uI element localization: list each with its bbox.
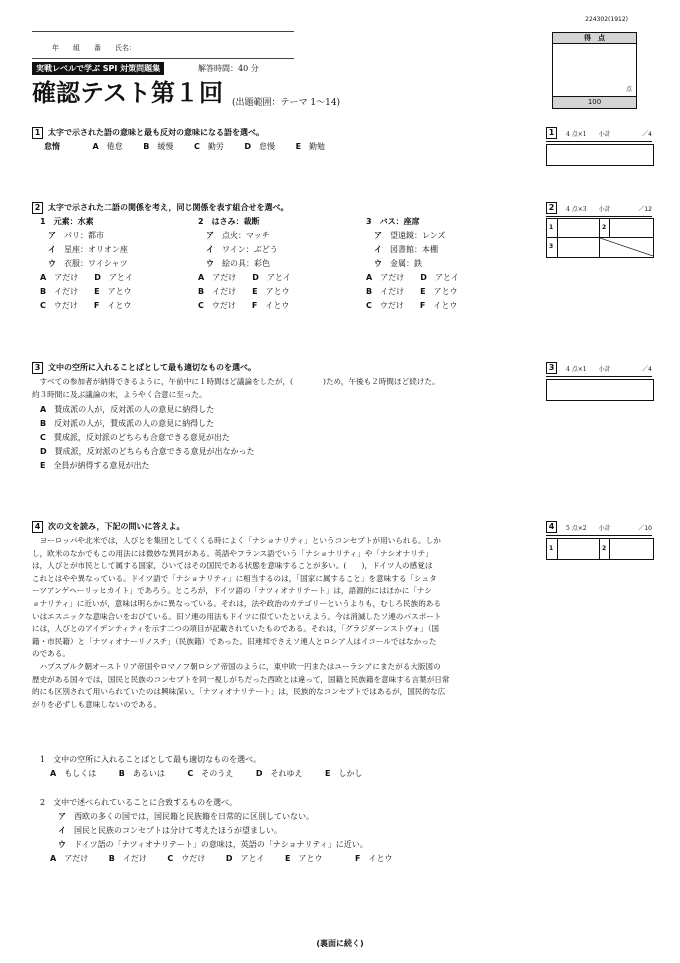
q2-choice-3-row-1[interactable]: A アだけ D アとイ: [366, 273, 459, 282]
q1-options: [44, 141, 325, 152]
q3-options: [40, 403, 255, 473]
time-label: 解答時間：40 分: [198, 64, 259, 73]
q2-cell-label-3: 3: [549, 243, 554, 250]
q4-number: 4: [32, 521, 43, 533]
series-label: 実戦レベルで学ぶ SPI 対策問題集: [32, 62, 164, 75]
q2-choice-1-row-1[interactable]: A アだけ D アとイ: [40, 273, 133, 282]
q2-cell-label-1: 1: [549, 224, 554, 231]
q4-sub2-choice-b[interactable]: B イだけ: [108, 854, 147, 863]
q4-sub2-choice-d[interactable]: D アとイ: [225, 854, 265, 863]
q2-column-3: 3 バス：座席 ア 望遠鏡：レンズ イ 図書館：本棚 ウ 金属：鉄 A アだけ D アとイ B イだけ E アとウ C ウだけ F イとウ: [366, 215, 459, 313]
q1-option-b[interactable]: B 緩慢: [143, 142, 174, 151]
header-rule: [32, 31, 294, 32]
q4-sub1-label: 1 文中の空所に入れることばとして最も適切なものを選べ。: [40, 755, 262, 764]
q1-number: 1: [32, 127, 43, 139]
q2-choice-2-row-3[interactable]: C ウだけ F イとウ: [198, 301, 290, 310]
q4-cell-label-1: 1: [549, 545, 554, 552]
q4-sub1-option-c[interactable]: C そのうえ: [187, 769, 234, 778]
score-max: 100: [553, 96, 636, 108]
q1-option-e[interactable]: E 勤勉: [295, 142, 326, 151]
q2-cell-label-2: 2: [602, 224, 607, 231]
q4-sub2-label: 2 文中で述べられていることに合致するものを選べ。: [40, 798, 238, 807]
q2-instruction: 2 太字で示された二語の関係を考え，同じ関係を表す組合せを選べ。: [32, 202, 288, 214]
score-box: [552, 32, 637, 109]
q3-passage: すべての参加者が納得できるように，午前中に１時間ほど議論をしたが，( )ため，午後も２時間ほど続けた。 約３時間に及ぶ議論の末，ようやく合意に至った。: [32, 377, 440, 399]
q4-passage: ヨーロッパや北米では，人びとを集団としてくくる時によく「ナショナリティ」というコンセプトが用いられる。しか し，欧米のなかでもこの用法には微妙な異同がある。英語やフランス語でいう「ナショナリティ」や「ナシオナリテ」 は，人びとが市民として属する国家，ひいてはその国民である状態を意味することが多い。( )，ドイツ人の感覚は これとはやや異なっている。ドイツ語で「ナショナリティ」に相当するのは，「国家に属すること」を意味する「シュタ ーツアンゲヘーリッヒカイト」であろう。ところが，ドイツ語の「ナツィオナリテート」は，語源的にはほかに「ナシ ョナリティ」に近いが，意味は明らかに異なっている。それは，法や政治のカテゴリーというよりも，むしろ民族的ある いはエスニックな意味合いをおびている。旧ソ連の用法もドイツに似ていたといえよう。今は消滅したソ連のパスポート には，人びとのアイデンティティを示す二つの項目が記載されていたものである。それは，「グラジダーンストヴォ」（国 籍・市民籍）と「ナツィオナーリノスチ」（民族籍）であった。旧連邦でさえソ連人とロシア人はイコールではなかった のである。 ハプスブルク朝オーストリア帝国やロマノフ朝ロシア帝国のように，東中欧一円またはユーラシアにまたがる大版図の 歴史がある国々では，国民と民族のコンセプトを同一視しがちだった西欧とは違って，国籍と民族籍を意味する言葉が日常 的にも区別されて用いられていたのは興味深い。「ナツィオナリテート」は，民族的なコンセプトではあるが，国民的な広 がりを必ずしも意味しないのである。: [32, 536, 450, 709]
score-unit: 点: [625, 86, 632, 93]
q2-choice-2-row-1[interactable]: A アだけ D アとイ: [198, 273, 291, 282]
q4-instruction: 4 次の文を読み，下記の問いに答えよ。: [32, 521, 184, 533]
q2-column-2: 2 はさみ：裁断 ア 点火：マッチ イ ワイン：ぶどう ウ 絵の具：彩色 A アだけ D アとイ B イだけ E アとウ C ウだけ F イとウ: [198, 215, 291, 313]
q3-score-header: 3 4 点×1 小計 ／4: [546, 362, 652, 377]
q3-option-d[interactable]: D 賛成派，反対派のどちらも合意できる意見が出なかった: [40, 447, 255, 456]
q4-sub2-choice-f[interactable]: F イとウ: [355, 854, 393, 863]
q3-answer-box[interactable]: [546, 379, 654, 401]
q4-sub1-option-b[interactable]: B あるいは: [118, 769, 165, 778]
q2-choice-1-row-3[interactable]: C ウだけ F イとウ: [40, 301, 132, 310]
q3-option-c[interactable]: C 賛成派，反対派のどちらも合意できる意見が出た: [40, 433, 230, 442]
q2-column-1: 1 元素：水素 ア パリ：都市 イ 星座：オリオン座 ウ 衣服：ワイシャツ A アだけ D アとイ B イだけ E アとウ C ウだけ F イとウ: [40, 215, 133, 313]
q4-sub1-option-d[interactable]: D それゆえ: [255, 769, 303, 778]
q2-choice-1-row-2[interactable]: B イだけ E アとウ: [40, 287, 132, 296]
q4-sub2-choices: [50, 853, 393, 864]
name-fields: 年 組 番 氏名：: [52, 44, 136, 52]
name-rule: [32, 58, 294, 59]
q1-option-d[interactable]: D 怠慢: [244, 142, 276, 151]
q4-sub1-option-e[interactable]: E しかし: [325, 769, 363, 778]
q3-number: 3: [32, 362, 43, 374]
q4-sub2-choice-c[interactable]: C ウだけ: [167, 854, 206, 863]
footer-continue: (裏面に続く): [316, 939, 364, 948]
q4-sub1-options: [50, 768, 362, 779]
q1-word: 怠惰: [44, 142, 60, 151]
q4-sub1-option-a[interactable]: A もしくは: [50, 769, 97, 778]
q1-score-header: 1 4 点×1 小計 ／4: [546, 127, 652, 142]
q3-option-a[interactable]: A 賛成派の人が，反対派の人の意見に納得した: [40, 405, 215, 414]
q1-option-a[interactable]: A 倦怠: [92, 142, 123, 151]
q2-unused-cell-slash: [600, 238, 653, 256]
q2-choice-2-row-2[interactable]: B イだけ E アとウ: [198, 287, 290, 296]
q3-option-b[interactable]: B 反対派の人が，賛成派の人の意見に納得した: [40, 419, 215, 428]
document-code: 224302(1912): [585, 16, 628, 23]
q4-sub2-statements: ア 西欧の多くの国では，国民籍と民族籍を日常的に区別していない。 イ 国民と民族のコンセプトは分けて考えたほうが望ましい。 ウ ドイツ語の「ナツィオナリテート」の意味は，英語の「ナショナリティ」に近い。: [58, 812, 368, 849]
q4-score-header: 4 5 点×2 小計 ／10: [546, 521, 652, 536]
q3-option-e[interactable]: E 全員が納得する意見が出た: [40, 461, 150, 470]
q1-answer-box[interactable]: [546, 144, 654, 166]
q1-option-c[interactable]: C 勤労: [193, 142, 224, 151]
q1-instruction: 1 太字で示された語の意味と最も反対の意味になる語を選べ。: [32, 127, 264, 139]
q2-number: 2: [32, 202, 43, 214]
q4-sub2-choice-e[interactable]: E アとウ: [285, 854, 323, 863]
q2-choice-3-row-3[interactable]: C ウだけ F イとウ: [366, 301, 458, 310]
q3-instruction: 3 文中の空所に入れることばとして最も適切なものを選べ。: [32, 362, 256, 374]
q4-answer-grid: [546, 538, 654, 560]
q2-answer-grid: [546, 218, 654, 258]
scope-label: (出題範囲：テーマ 1～14): [232, 98, 341, 108]
page-title: 確認テスト第１回: [32, 79, 224, 107]
q2-choice-3-row-2[interactable]: B イだけ E アとウ: [366, 287, 458, 296]
q2-score-header: 2 4 点×3 小計 ／12: [546, 202, 652, 217]
q4-sub2-choice-a[interactable]: A アだけ: [50, 854, 89, 863]
score-box-title: 得 点: [553, 33, 636, 44]
q4-cell-label-2: 2: [602, 545, 607, 552]
